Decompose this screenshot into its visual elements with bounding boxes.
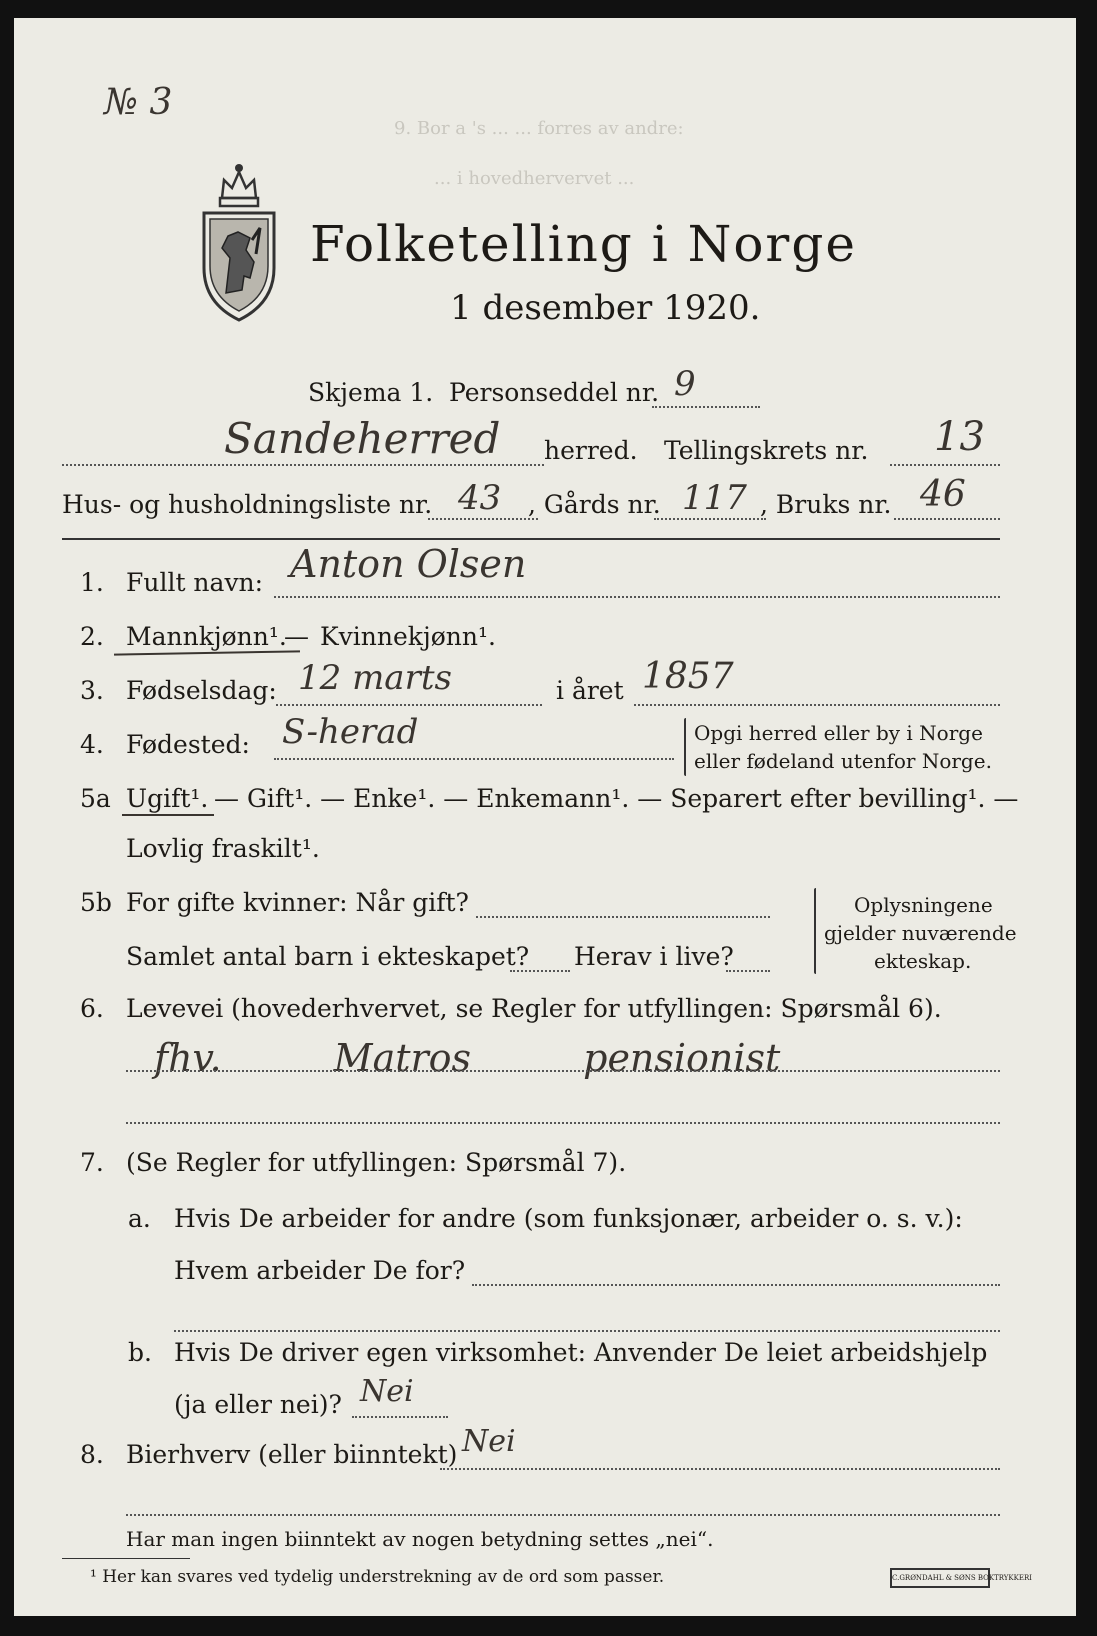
- q5a-ugift: Ugift¹.: [126, 784, 209, 813]
- q7b-field-line: [352, 1416, 448, 1418]
- q4-note-bracket: [684, 718, 686, 776]
- census-form-page: [14, 18, 1076, 1616]
- q6-number: 6.: [80, 994, 104, 1023]
- footnote: ¹ Her kan svares ved tydelig understrekning av de ord som passer.: [90, 1567, 665, 1587]
- q2-male: Mannkjønn¹.: [126, 622, 287, 651]
- q7b-line1: Hvis De driver egen virksomhet: Anvender De leiet arbeidshjelp: [174, 1338, 988, 1367]
- herred-label: herred.: [544, 436, 638, 465]
- q4-label: Fødested:: [126, 730, 250, 759]
- q4-field-line: [274, 758, 674, 760]
- q5b-note-line3: ekteskap.: [874, 949, 972, 973]
- norwegian-coat-of-arms-icon: [194, 158, 284, 328]
- personseddel-value: 9: [674, 364, 696, 404]
- q5b-children-field-line: [510, 970, 570, 972]
- q7a-field-line-1: [472, 1284, 1000, 1286]
- q5a-number: 5a: [80, 784, 111, 813]
- q1-label: Fullt navn:: [126, 568, 264, 597]
- personseddel-label: Personseddel nr.: [449, 378, 660, 407]
- herred-field-line: [62, 464, 544, 466]
- q7b-line2: (ja eller nei)?: [174, 1390, 342, 1419]
- q2-separator: —: [284, 622, 309, 651]
- q6-label: Levevei (hovederhvervet, se Regler for utfyllingen: Spørsmål 6).: [126, 994, 942, 1023]
- q5b-children-label: Samlet antal barn i ekteskapet?: [126, 942, 530, 971]
- q1-number: 1.: [80, 568, 104, 597]
- q4-note-line2: eller fødeland utenfor Norge.: [694, 749, 992, 773]
- header-divider: [62, 538, 1000, 540]
- gards-field-line: [654, 518, 766, 520]
- q5b-alive-field-line: [726, 970, 770, 972]
- q7-number: 7.: [80, 1148, 104, 1177]
- tellingskrets-field-line: [890, 464, 1000, 466]
- census-date: 1 desember 1920.: [450, 288, 761, 328]
- q7a-line2: Hvem arbeider De for?: [174, 1256, 466, 1285]
- q3-year-field-line: [634, 704, 1000, 706]
- q8-field-line-1: [440, 1468, 1000, 1470]
- q5b-note-line1: Oplysningene: [854, 893, 993, 917]
- nei-instruction: Har man ingen biinntekt av nogen betydning settes „nei“.: [126, 1527, 714, 1551]
- q7a-letter: a.: [128, 1204, 151, 1233]
- form-number: № 3: [104, 82, 173, 123]
- q1-value: Anton Olsen: [290, 542, 527, 586]
- q2-number: 2.: [80, 622, 104, 651]
- printer-mark: [890, 1568, 1033, 1588]
- q3-day-field-line: [276, 704, 542, 706]
- q5a-options: — Gift¹. — Enke¹. — Enkemann¹. — Separert efter bevilling¹. —: [214, 784, 1019, 813]
- q7-label: (Se Regler for utfyllingen: Spørsmål 7).: [126, 1148, 627, 1177]
- bleed-through-text: ... i hovedhervervet ...: [434, 168, 635, 189]
- q8-label: Bierhverv (eller biinntekt): [126, 1440, 458, 1469]
- q5b-married-field-line: [476, 916, 770, 918]
- gards-value: 117: [682, 478, 747, 518]
- footnote-divider: [62, 1558, 190, 1559]
- q3-label: Fødselsdag:: [126, 676, 277, 705]
- q8-number: 8.: [80, 1440, 104, 1469]
- q8-field-line-2: [126, 1514, 1000, 1516]
- bleed-through-text: 9. Bor a 's ... ... forres av andre:: [394, 118, 684, 139]
- q4-number: 4.: [80, 730, 104, 759]
- q7b-value: Nei: [360, 1374, 414, 1409]
- q4-note-line1: Opgi herred eller by i Norge: [694, 721, 983, 745]
- gards-label: , Gårds nr.: [528, 490, 661, 519]
- q6-field-line-2: [126, 1122, 1000, 1124]
- q8-value: Nei: [462, 1424, 516, 1459]
- q5b-line1: For gifte kvinner: Når gift?: [126, 888, 469, 917]
- q5b-note-line2: gjelder nuværende: [824, 921, 1017, 945]
- q5a-line2: Lovlig fraskilt¹.: [126, 834, 320, 863]
- q3-day-value: 12 marts: [298, 658, 452, 698]
- q7a-field-line-2: [174, 1330, 1000, 1332]
- q5a-ugift-underline: [122, 814, 214, 816]
- tellingskrets-value: 13: [934, 414, 985, 460]
- q6-value: fhv. Matros pensionist: [154, 1036, 781, 1080]
- husholdningsliste-value: 43: [458, 478, 502, 518]
- q3-year-label: i året: [556, 676, 624, 705]
- bruks-label: , Bruks nr.: [760, 490, 892, 519]
- q6-field-line-1: [126, 1070, 1000, 1072]
- q7b-letter: b.: [128, 1338, 152, 1367]
- herred-value: Sandeherred: [224, 414, 501, 463]
- husholdningsliste-field-line: [428, 518, 538, 520]
- q2-female: Kvinnekjønn¹.: [320, 622, 496, 651]
- q3-number: 3.: [80, 676, 104, 705]
- q4-value: S-herad: [282, 712, 419, 752]
- q5b-number: 5b: [80, 888, 112, 917]
- q7a-line1: Hvis De arbeider for andre (som funksjonær, arbeider o. s. v.):: [174, 1204, 963, 1233]
- tellingskrets-label: Tellingskrets nr.: [664, 436, 869, 465]
- q5b-note-bracket: [814, 888, 816, 974]
- form-title: Folketelling i Norge: [310, 215, 857, 273]
- bruks-value: 46: [920, 474, 966, 515]
- personseddel-field-line: [652, 406, 760, 408]
- q1-field-line: [274, 596, 1000, 598]
- skjema-label: Skjema 1.: [308, 378, 434, 407]
- q3-year-value: 1857: [642, 656, 734, 697]
- printer-mark-text: C.GRØNDAHL & SØNS BOKTRYKKERI: [892, 1574, 1033, 1582]
- q5b-alive-label: Herav i live?: [574, 942, 734, 971]
- bruks-field-line: [894, 518, 1000, 520]
- husholdningsliste-label: Hus- og husholdningsliste nr.: [62, 490, 433, 519]
